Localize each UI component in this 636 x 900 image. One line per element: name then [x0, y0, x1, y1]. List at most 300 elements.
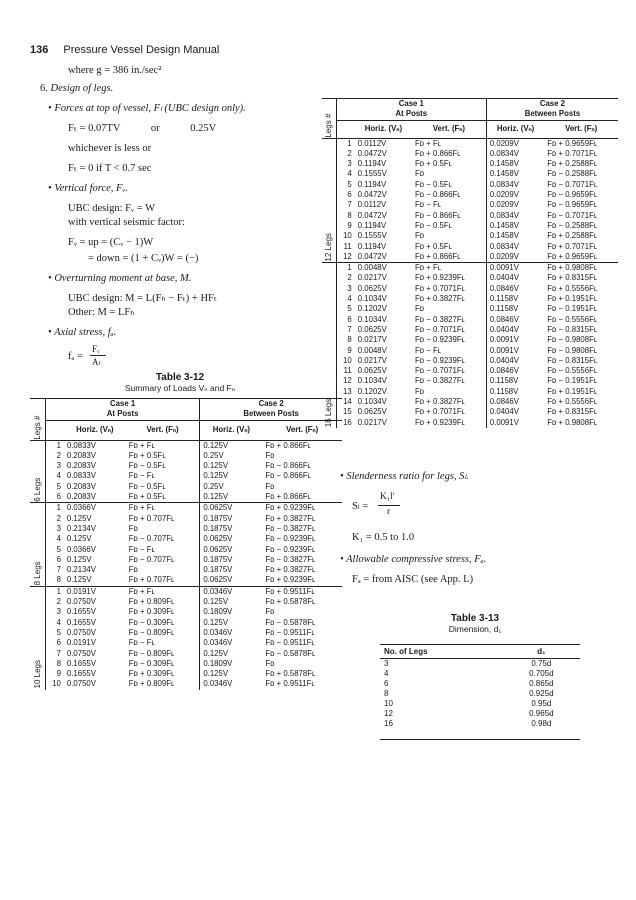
item-6-number: 6. [40, 83, 48, 94]
table-3-12-subtitle: Summary of Loads Vₙ and Fₙ [124, 383, 236, 393]
fv-down: = down = (1 + Cᵥ)W = (−) [88, 253, 199, 264]
leg-number: 10 [52, 679, 61, 689]
ubc-moment: UBC design: M = L(Fₕ − Fₜ) + HFₜ [68, 293, 217, 304]
vert-case2: Fᴅ − 0.9239Fʟ [265, 534, 316, 544]
d1-value: 0.925d [529, 689, 554, 698]
vert-case1: Fᴅ + 0.866Fʟ [412, 252, 486, 263]
horiz-case2: 0.0404V [489, 407, 519, 417]
vert-case1: Fᴅ − 0.707Fʟ [126, 534, 200, 544]
case1-header-b [336, 99, 486, 121]
ubc-fv: UBC design: Fᵥ = W [68, 203, 155, 214]
table-row [380, 709, 580, 719]
vert-case2: Fᴅ − 0.3827Fʟ [265, 554, 316, 564]
horiz-case1: 0.125V [66, 554, 92, 564]
legs-header-b: Legs # [322, 99, 336, 139]
bullet-slenderness: • Slenderness ratio for legs, Sₗ. [340, 471, 469, 482]
bullet-vertical-force-text: Vertical force, Fᵥ. [54, 183, 129, 194]
table-row [30, 545, 342, 555]
vert-case1: Fᴅ + 0.5Fʟ [126, 451, 200, 461]
bullet-forces-top: • Forces at top of vessel, Fₗ (UBC design only). [48, 103, 246, 114]
leg-number: 13 [343, 386, 352, 396]
vert-case2: Fᴅ + 0.9239Fʟ [265, 575, 316, 585]
vert-case1: Fᴅ − Fʟ [126, 545, 200, 555]
leg-number: 2 [347, 273, 352, 283]
horiz-case2: 0.0846V [489, 397, 519, 407]
leg-number: 2 [347, 148, 352, 158]
table-3-12-continued [322, 98, 618, 428]
horiz-case1: 0.0750V [66, 679, 96, 689]
vert-case2: Fᴅ − 0.866Fʟ [265, 471, 311, 481]
case1-label: Case 1 [110, 399, 136, 408]
horiz-case1: 0.0217V [357, 273, 387, 283]
group-8-legs [30, 503, 342, 586]
vert-case1: Fᴅ − Fʟ [126, 638, 200, 648]
leg-number: 4 [56, 617, 61, 627]
leg-number: 3 [347, 283, 352, 293]
table-row [322, 169, 618, 179]
table-row [30, 461, 342, 471]
leg-number: 12 [343, 251, 352, 261]
vert-case1: Fᴅ − 0.309Fʟ [126, 659, 200, 669]
horiz-case2: 0.125V [203, 461, 229, 471]
vert-case2: Fᴅ − 0.8315Fʟ [547, 324, 598, 334]
vert-case2: Fᴅ + 0.9239Fʟ [265, 503, 316, 513]
leg-number: 7 [347, 324, 352, 334]
group-label: 6 Legs [30, 440, 45, 503]
vert-case1: Fᴅ − 0.809Fʟ [126, 628, 200, 638]
group-16-legs [322, 263, 618, 428]
horiz-case2: 0.1875V [203, 523, 233, 533]
leg-number: 6 [56, 492, 61, 502]
vert-case1: Fᴅ − 0.3827Fʟ [412, 315, 486, 325]
leg-number: 9 [347, 345, 352, 355]
table-row [30, 575, 342, 586]
vert-case1: Fᴅ [126, 524, 200, 534]
vert-case1: Fᴅ + 0.309Fʟ [126, 669, 200, 679]
group-6-legs [30, 440, 342, 503]
horiz-case1: 0.1655V [66, 669, 96, 679]
fa-numerator: Fᵥ [92, 344, 100, 354]
leg-number: 9 [56, 669, 61, 679]
table-row [322, 346, 618, 356]
vert-case2: Fᴅ − 0.9659Fʟ [547, 200, 598, 210]
vert-case2: Fᴅ + 0.5556Fʟ [547, 283, 598, 293]
horiz-case1: 0.0625V [357, 324, 387, 334]
vert-case2: Fᴅ − 0.7071Fʟ [547, 210, 598, 220]
horiz-case1: 0.125V [66, 575, 92, 585]
where-g: where g = 386 in./sec² [68, 65, 162, 76]
vert-case2: Fᴅ + 0.3827Fʟ [265, 513, 316, 523]
no-of-legs: 6 [384, 679, 389, 688]
horiz-case2: 0.1875V [203, 554, 233, 564]
table-row [30, 649, 342, 659]
horiz-case1: 0.1034V [357, 294, 387, 304]
table-row [322, 397, 618, 407]
leg-number: 8 [347, 335, 352, 345]
table-row [30, 451, 342, 461]
bullet-allowable-text: Allowable compressive stress, Fₐ. [346, 554, 487, 565]
horiz-case2: 0.1875V [203, 565, 233, 575]
horiz-case2: 0.0091V [489, 417, 519, 427]
bullet-overturning-text: Overturning moment at base, M. [54, 273, 192, 284]
horiz-case1: 0.0472V [357, 210, 387, 220]
leg-number: 3 [56, 461, 61, 471]
vert-case2: Fᴅ − 0.7071Fʟ [547, 179, 598, 189]
horiz-case2: 0.125V [203, 617, 229, 627]
horiz-case1: 0.1555V [357, 231, 387, 241]
vert-case2: Fᴅ + 0.9808Fʟ [547, 263, 598, 273]
horiz-case1: 0.0112V [357, 138, 387, 148]
table-row [322, 418, 618, 428]
vert-case1: Fᴅ − 0.866Fʟ [412, 190, 486, 200]
vert-case2: Fᴅ − 0.9239Fʟ [265, 544, 316, 554]
d1-value: 0.98d [531, 719, 552, 728]
horiz-case2: 0.0346V [203, 586, 233, 596]
vert-case2: Fᴅ − 0.9808Fʟ [547, 335, 598, 345]
table-row [322, 294, 618, 304]
vert-case2: Fᴅ [265, 450, 275, 460]
leg-number: 5 [56, 544, 61, 554]
vert-case1: Fᴅ − 0.9239Fʟ [412, 335, 486, 345]
horiz-case1: 0.1655V [66, 617, 96, 627]
vert-case2: Fᴅ + 0.1951Fʟ [547, 294, 598, 304]
horiz-case1: 0.0191V [66, 586, 96, 596]
horiz-case1: 0.0112V [357, 200, 387, 210]
table-3-13-subtitle: Dimension, d₁ [448, 624, 502, 634]
table-row [30, 607, 342, 617]
horiz-case2: 0.1458V [489, 159, 519, 169]
horiz-case2: 0.0209V [489, 138, 519, 148]
col-vert-2: Vert. (Fₙ) [262, 420, 342, 440]
vert-case2: Fᴅ − 0.2588Fʟ [547, 169, 598, 179]
horiz-case2: 0.1458V [489, 169, 519, 179]
horiz-case2: 0.0091V [489, 345, 519, 355]
vert-case2: Fᴅ − 0.5556Fʟ [547, 314, 598, 324]
leg-number: 11 [343, 366, 352, 376]
vert-case2: Fᴅ − 0.9808Fʟ [547, 345, 598, 355]
horiz-case2: 0.0346V [203, 627, 233, 637]
table-row [322, 159, 618, 169]
case2-header-b [486, 99, 618, 121]
vert-case2: Fᴅ + 0.866Fʟ [265, 492, 311, 502]
table-row [30, 586, 342, 597]
vert-case2: Fᴅ − 0.1951Fʟ [547, 376, 598, 386]
vert-case2: Fᴅ + 0.9659Fʟ [547, 251, 598, 261]
leg-number: 6 [56, 554, 61, 564]
table-3-13-body [380, 659, 580, 730]
table-row [30, 618, 342, 628]
col-no-of-legs: No. of Legs [384, 646, 428, 656]
leg-number: 5 [56, 481, 61, 491]
horiz-case2: 0.0404V [489, 324, 519, 334]
table-row [380, 679, 580, 689]
leg-number: 11 [343, 241, 352, 251]
vert-case2: Fᴅ + 0.866Fʟ [265, 440, 311, 450]
vert-case2: Fᴅ [265, 481, 275, 491]
vert-case2: Fᴅ + 0.7071Fʟ [547, 241, 598, 251]
leg-number: 1 [56, 440, 61, 450]
table-row [322, 190, 618, 200]
leg-number: 9 [347, 220, 352, 230]
case1-sub-b: At Posts [395, 109, 428, 119]
table-row [322, 252, 618, 263]
table-row [30, 555, 342, 565]
vert-case1: Fᴅ [412, 231, 486, 241]
item-6 [40, 82, 113, 95]
vert-case2: Fᴅ [265, 607, 275, 617]
vert-case1: Fᴅ + 0.309Fʟ [126, 607, 200, 617]
bullet-slenderness-text: Slenderness ratio for legs, Sₗ. [346, 471, 469, 482]
ft-equation [68, 122, 216, 135]
vert-case1: Fᴅ + Fʟ [126, 440, 200, 451]
horiz-case1: 0.2083V [66, 461, 96, 471]
leg-number: 5 [347, 179, 352, 189]
horiz-case1: 0.1655V [66, 658, 96, 668]
horiz-case1: 0.1655V [66, 607, 96, 617]
table-row [380, 699, 580, 709]
table-row [322, 315, 618, 325]
s-fraction-bar [378, 505, 400, 506]
table-row [322, 242, 618, 252]
horiz-case2: 0.1875V [203, 513, 233, 523]
horiz-case2: 0.0346V [203, 638, 233, 648]
horiz-case1: 0.0048V [357, 345, 387, 355]
vert-case2: Fᴅ + 0.1951Fʟ [547, 386, 598, 396]
horiz-case1: 0.0625V [357, 407, 387, 417]
d1-value: 0.865d [529, 679, 554, 688]
no-of-legs: 12 [384, 709, 393, 718]
vert-case1: Fᴅ + Fʟ [126, 503, 200, 514]
horiz-case1: 0.0472V [357, 251, 387, 261]
table-row [322, 387, 618, 397]
horiz-case2: 0.0846V [489, 283, 519, 293]
leg-number: 6 [56, 638, 61, 648]
table-row [322, 356, 618, 366]
table-row [30, 492, 342, 503]
leg-number: 7 [56, 648, 61, 658]
vert-case1: Fᴅ − Fʟ [126, 471, 200, 481]
horiz-case1: 0.0217V [357, 335, 387, 345]
vert-case1: Fᴅ + 0.5Fʟ [126, 492, 200, 503]
col-horiz-2: Horiz. (Vₙ) [200, 420, 263, 440]
horiz-case2: 0.125V [203, 648, 229, 658]
vert-case2: Fᴅ − 0.8315Fʟ [547, 355, 598, 365]
vert-case1: Fᴅ − 0.7071Fʟ [412, 325, 486, 335]
table-3-12-caption [60, 372, 300, 394]
d1-value: 0.75d [531, 659, 552, 668]
case1-sub: At Posts [106, 409, 139, 419]
horiz-case2: 0.0834V [489, 210, 519, 220]
leg-number: 3 [56, 523, 61, 533]
vert-case1: Fᴅ + 0.9239Fʟ [412, 273, 486, 283]
horiz-case2: 0.125V [203, 440, 229, 450]
leg-number: 1 [56, 586, 61, 596]
col-horiz-1: Horiz. (Vₙ) [64, 420, 126, 440]
d1-value: 0.705d [529, 669, 554, 678]
table-row [30, 524, 342, 534]
case1-header [45, 399, 199, 421]
leg-number: 7 [56, 565, 61, 575]
table-row [322, 180, 618, 190]
vert-case2: Fᴅ + 0.7071Fʟ [547, 148, 598, 158]
vert-case2: Fᴅ − 0.1951Fʟ [547, 304, 598, 314]
table-row [30, 565, 342, 575]
table-3-13-caption [380, 613, 570, 634]
vert-case1: Fᴅ [412, 387, 486, 397]
s-lhs: Sₗ = [352, 501, 369, 512]
vert-case1: Fᴅ + 0.7071Fʟ [412, 407, 486, 417]
no-of-legs: 16 [384, 719, 393, 728]
table-row [30, 514, 342, 524]
vert-case1: Fᴅ − 0.7071Fʟ [412, 366, 486, 376]
horiz-case1: 0.0750V [66, 648, 96, 658]
s-numerator: K₁l′ [380, 492, 395, 502]
horiz-case2: 0.0834V [489, 148, 519, 158]
horiz-case2: 0.125V [203, 597, 229, 607]
vert-case1: Fᴅ [412, 304, 486, 314]
table-3-13 [380, 644, 580, 740]
horiz-case2: 0.125V [203, 492, 229, 502]
table-row [322, 138, 618, 149]
table-row [30, 597, 342, 607]
vert-case2: Fᴅ + 0.2588Fʟ [547, 231, 598, 241]
horiz-case2: 0.1458V [489, 220, 519, 230]
vert-case2: Fᴅ − 0.5556Fʟ [547, 366, 598, 376]
vert-case2: Fᴅ + 0.8315Fʟ [547, 273, 598, 283]
group-12-legs [322, 138, 618, 263]
vert-case1: Fᴅ − 0.707Fʟ [126, 555, 200, 565]
table-row [322, 263, 618, 274]
horiz-case2: 0.1158V [489, 304, 519, 314]
d1-value: 0.95d [531, 699, 552, 708]
horiz-case1: 0.0833V [66, 440, 96, 450]
horiz-case2: 0.0209V [489, 190, 519, 200]
leg-number: 4 [347, 294, 352, 304]
table-row [322, 273, 618, 283]
horiz-case1: 0.0750V [66, 627, 96, 637]
horiz-case2: 0.25V [203, 450, 224, 460]
vert-case1: Fᴅ + 0.707Fʟ [126, 514, 200, 524]
horiz-case2: 0.1809V [203, 658, 233, 668]
leg-number: 5 [56, 627, 61, 637]
table-row [322, 325, 618, 335]
table-3-12-title: Table 3-12 [155, 372, 205, 383]
table-row [322, 211, 618, 221]
horiz-case1: 0.0472V [357, 190, 387, 200]
table-row [30, 534, 342, 544]
leg-number: 6 [347, 314, 352, 324]
vert-case2: Fᴅ − 0.9511Fʟ [265, 627, 315, 637]
vert-case1: Fᴅ − 0.9239Fʟ [412, 356, 486, 366]
table-row [322, 407, 618, 417]
legs-header: Legs # [30, 399, 45, 441]
vert-case2: Fᴅ − 0.5878Fʟ [265, 617, 316, 627]
vert-case2: Fᴅ + 0.8315Fʟ [547, 407, 598, 417]
horiz-case1: 0.1194V [357, 241, 387, 251]
horiz-case1: 0.125V [66, 513, 92, 523]
k1-range: K₁ = 0.5 to 1.0 [352, 532, 415, 543]
vert-case1: Fᴅ − 0.866Fʟ [412, 211, 486, 221]
case2-sub-b: Between Posts [524, 109, 581, 119]
leg-number: 2 [56, 450, 61, 460]
leg-number: 8 [347, 210, 352, 220]
table-row [322, 284, 618, 294]
table-row [322, 231, 618, 241]
with-vertical: with vertical seismic factor: [68, 217, 185, 228]
case2-header [200, 399, 342, 421]
bullet-forces-top-text: Forces at top of vessel, Fₗ (UBC design only). [54, 103, 246, 114]
bullet-overturning: • Overturning moment at base, M. [48, 273, 192, 284]
no-of-legs: 10 [384, 699, 393, 708]
leg-number: 15 [343, 407, 352, 417]
horiz-case2: 0.1158V [489, 294, 519, 304]
vert-case1: Fᴅ − 0.5Fʟ [412, 221, 486, 231]
horiz-case2: 0.0404V [489, 355, 519, 365]
vert-case1: Fᴅ + 0.866Fʟ [412, 149, 486, 159]
horiz-case2: 0.1809V [203, 607, 233, 617]
page-header [30, 44, 219, 56]
horiz-case1: 0.0750V [66, 597, 96, 607]
vert-case1: Fᴅ − 0.3827Fʟ [412, 376, 486, 386]
leg-number: 5 [347, 304, 352, 314]
horiz-case2: 0.0625V [203, 544, 233, 554]
horiz-case1: 0.1194V [357, 159, 387, 169]
table-row [30, 638, 342, 648]
book-title: Pressure Vessel Design Manual [63, 44, 220, 56]
horiz-case2: 0.0846V [489, 366, 519, 376]
vert-case1: Fᴅ + Fʟ [412, 138, 486, 149]
horiz-case1: 0.1202V [357, 304, 387, 314]
leg-number: 12 [343, 376, 352, 386]
ft-or: or [150, 123, 160, 134]
horiz-case1: 0.2083V [66, 481, 96, 491]
leg-number: 2 [56, 597, 61, 607]
horiz-case1: 0.2083V [66, 450, 96, 460]
table-row [322, 376, 618, 386]
horiz-case1: 0.125V [66, 534, 92, 544]
horiz-case1: 0.0217V [357, 355, 387, 365]
vert-case2: Fᴅ − 0.3827Fʟ [265, 523, 316, 533]
horiz-case1: 0.0191V [66, 638, 96, 648]
ft-eq: Fₜ = 0.07TV [68, 123, 121, 134]
horiz-case1: 0.0366V [66, 544, 96, 554]
leg-number: 16 [343, 417, 352, 427]
vert-case2: Fᴅ + 0.9808Fʟ [547, 417, 598, 427]
vert-case1: Fᴅ − 0.5Fʟ [412, 180, 486, 190]
vert-case1: Fᴅ + 0.5Fʟ [412, 242, 486, 252]
horiz-case1: 0.0472V [357, 148, 387, 158]
horiz-case1: 0.2134V [66, 565, 96, 575]
leg-number: 4 [56, 534, 61, 544]
table-row [322, 221, 618, 231]
vert-case2: Fᴅ [265, 658, 275, 668]
vert-case1: Fᴅ + 0.3827Fʟ [412, 397, 486, 407]
other-moment: Other: M = LFₕ [68, 307, 135, 318]
vert-case1: Fᴅ − 0.5Fʟ [126, 482, 200, 492]
horiz-case2: 0.0834V [489, 241, 519, 251]
table-row [380, 659, 580, 670]
vert-case2: Fᴅ − 0.866Fʟ [265, 461, 311, 471]
horiz-case2: 0.0346V [203, 679, 233, 689]
col-d1: d₁ [537, 646, 546, 656]
horiz-case1: 0.0625V [357, 366, 387, 376]
horiz-case1: 0.1034V [357, 376, 387, 386]
col-vert-1: Vert. (Fₙ) [126, 420, 200, 440]
group-label: 10 Legs [30, 586, 45, 689]
leg-number: 1 [347, 263, 352, 273]
no-of-legs: 3 [384, 659, 389, 668]
ft-alt: 0.25V [190, 123, 217, 134]
